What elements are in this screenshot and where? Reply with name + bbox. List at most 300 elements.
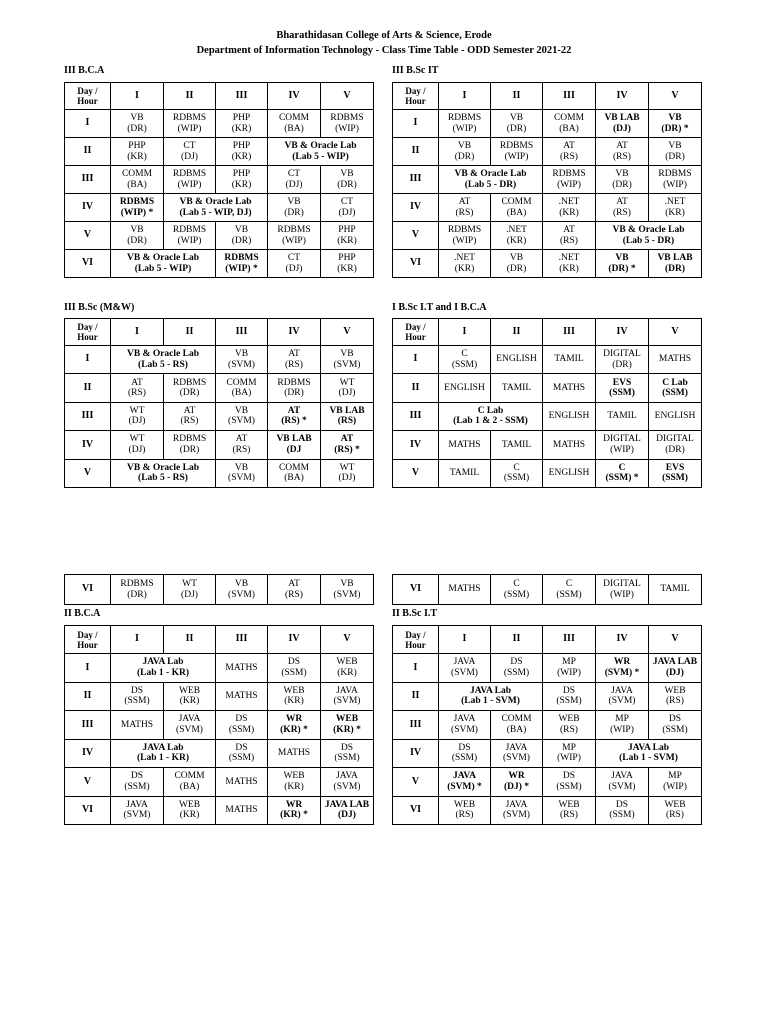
subject-cell	[321, 431, 374, 459]
cell-line-detail: (KR)	[179, 810, 200, 821]
subject-cell	[596, 166, 649, 194]
cell-line-subject: WEB	[178, 799, 201, 810]
cell-line-subject: WEB	[558, 799, 580, 810]
cell-line-subject: JAVA	[336, 771, 358, 782]
cell-line-detail: (KR) *	[280, 724, 308, 735]
cell-line-detail: (BA)	[231, 388, 252, 399]
day-cell: II	[65, 138, 111, 166]
day-cell: IV	[393, 739, 439, 768]
table-row	[393, 682, 702, 711]
cell-line-subject: COMM	[278, 462, 310, 473]
cell-line-subject: Day /	[77, 629, 98, 640]
cell-line-subject: RDBMS	[447, 113, 482, 123]
cell-line-detail: (WIP)	[610, 589, 634, 600]
subject-cell	[268, 402, 321, 430]
subject-cell	[491, 796, 543, 825]
subject-cell	[216, 110, 268, 138]
cell-line-detail: (RS)	[180, 416, 199, 427]
subject-cell	[543, 222, 596, 250]
cell-line-subject: .NET	[558, 197, 580, 207]
subject-cell	[439, 431, 491, 459]
cell-line-subject: IV	[616, 89, 628, 101]
cell-line-detail: (SSM)	[334, 753, 360, 764]
cell-line-subject: WEB	[664, 685, 686, 696]
cell-line-subject: JAVA	[611, 771, 633, 782]
cell-line-detail: (DJ)	[285, 263, 303, 274]
cell-line-subject: .NET	[664, 197, 686, 207]
cell-line-detail: (BA)	[506, 724, 527, 735]
subject-cell	[216, 374, 268, 402]
class-label: I B.Sc I.T and I B.C.A	[392, 302, 487, 313]
subject-cell	[164, 138, 216, 166]
table-row	[65, 575, 374, 605]
cell-line-subject: JAVA Lab	[469, 685, 512, 696]
subject-cell	[491, 374, 543, 402]
subject-cell	[164, 768, 216, 797]
subject-cell	[491, 711, 543, 740]
timetable	[392, 318, 702, 488]
subject-cell	[491, 739, 543, 768]
cell-line-subject: DS	[130, 685, 144, 696]
subject-cell	[321, 222, 374, 250]
cell-line-subject: RDBMS	[499, 141, 534, 151]
table-row	[65, 250, 374, 278]
subject-cell	[649, 654, 702, 683]
subject-cell	[596, 682, 649, 711]
day-cell: VI	[65, 796, 111, 825]
cell-line-detail: Hour	[77, 639, 98, 650]
subject-cell	[649, 374, 702, 402]
cell-line-detail: (RS)	[455, 207, 474, 218]
cell-line-detail: (DR)	[454, 151, 475, 162]
college-title: Bharathidasan College of Arts & Science, Erode	[276, 30, 492, 41]
cell-line-subject: I	[135, 325, 139, 337]
subject-cell	[596, 110, 649, 138]
cell-line-detail: (WIP)	[177, 123, 202, 134]
cell-line-detail: (DR)	[337, 179, 357, 190]
cell-line-subject: IV	[616, 325, 628, 337]
class-label: III B.C.A	[64, 65, 105, 76]
subject-cell	[439, 768, 491, 797]
cell-line-detail: (SSM)	[556, 781, 582, 792]
subject-cell	[164, 575, 216, 605]
subject-cell	[164, 110, 216, 138]
subject-cell	[439, 250, 491, 278]
cell-line-subject: JAVA	[505, 742, 528, 753]
table-row	[65, 682, 374, 711]
subject-cell	[491, 138, 543, 166]
cell-line-subject: AT	[288, 579, 300, 589]
day-cell: V	[393, 222, 439, 250]
hour-header	[216, 83, 268, 110]
class-label: III B.Sc (M&W)	[64, 302, 135, 313]
cell-line-detail: (BA)	[127, 179, 147, 190]
day-cell: V	[65, 459, 111, 487]
day-hour-header	[65, 626, 111, 654]
day-cell: I	[393, 110, 439, 138]
cell-line-detail: (RS)	[613, 207, 631, 218]
cell-line-detail: (WIP)	[177, 179, 202, 190]
cell-line-subject: DS	[235, 714, 248, 725]
cell-line-subject: TAMIL	[501, 382, 532, 393]
subject-cell	[596, 250, 649, 278]
subject-cell	[268, 431, 321, 459]
cell-line-detail: (DR)	[127, 235, 147, 246]
subject-cell	[321, 402, 374, 430]
cell-line-detail: (DJ)	[613, 123, 631, 134]
table-row	[65, 739, 374, 768]
cell-line-subject: IV	[288, 325, 300, 337]
cell-line-subject: Day /	[77, 86, 98, 96]
day-cell: II	[393, 374, 439, 402]
subject-cell	[491, 222, 543, 250]
cell-line-subject: AT	[235, 434, 248, 445]
lab-cell	[111, 654, 216, 683]
cell-line-subject: JAVA	[505, 799, 528, 810]
cell-line-detail: (Lab 1 & 2 - SSM)	[453, 416, 528, 427]
cell-line-subject: IV	[288, 633, 300, 645]
subject-cell	[543, 194, 596, 222]
cell-line-subject: VB	[340, 579, 354, 589]
lab-cell	[439, 402, 543, 430]
cell-line-detail: (WIP) *	[225, 263, 258, 274]
cell-line-subject: VB & Oracle Lab	[126, 349, 200, 360]
day-cell: IV	[393, 431, 439, 459]
cell-line-detail: (BA)	[284, 123, 304, 134]
cell-line-subject: AT	[288, 349, 300, 360]
cell-line-subject: DIGITAL	[603, 579, 641, 589]
subject-cell	[649, 575, 702, 605]
cell-line-subject: AT	[183, 405, 196, 416]
subject-cell	[321, 194, 374, 222]
cell-line-detail: (DR)	[612, 179, 632, 190]
table-row	[393, 250, 702, 278]
cell-line-subject: DIGITAL	[656, 434, 694, 445]
cell-line-subject: WT	[339, 462, 355, 473]
cell-line-subject: WEB	[283, 771, 305, 782]
cell-line-detail: (DJ) *	[503, 781, 530, 792]
subject-cell	[439, 459, 491, 487]
cell-line-detail: (SVM)	[503, 753, 530, 764]
subject-cell	[321, 739, 374, 768]
lab-cell	[111, 459, 216, 487]
subject-cell	[268, 796, 321, 825]
cell-line-detail: (SSM)	[124, 696, 150, 707]
cell-line-subject: I	[135, 89, 139, 101]
cell-line-detail: (RS) *	[281, 416, 307, 427]
cell-line-subject: C	[618, 462, 626, 473]
cell-line-subject: JAVA LAB	[652, 657, 698, 668]
subject-cell	[321, 250, 374, 278]
cell-line-detail: (WIP)	[557, 753, 581, 764]
cell-line-detail: (SVM)	[333, 359, 361, 370]
cell-line-detail: (KR)	[337, 667, 357, 678]
subject-cell	[321, 346, 374, 374]
subject-cell	[596, 768, 649, 797]
subject-cell	[649, 402, 702, 430]
cell-line-subject: VB & Oracle Lab	[612, 225, 685, 235]
cell-line-detail: (Lab 1 - KR)	[137, 753, 189, 764]
cell-line-detail: (WIP)	[282, 235, 306, 246]
cell-line-subject: RDBMS	[224, 253, 259, 263]
hour-header	[111, 83, 164, 110]
subject-cell	[164, 222, 216, 250]
cell-line-subject: DS	[287, 657, 301, 668]
lab-cell	[164, 194, 268, 222]
day-cell: IV	[393, 194, 439, 222]
cell-line-detail: (RS)	[285, 589, 303, 600]
cell-line-subject: RDBMS	[119, 197, 155, 207]
cell-line-subject: VB	[340, 169, 354, 179]
timetable	[64, 574, 374, 605]
table-row	[65, 768, 374, 797]
cell-line-subject: WEB	[335, 714, 359, 725]
cell-line-detail: (DJ)	[285, 179, 303, 190]
cell-line-subject: WEB	[664, 799, 686, 810]
cell-line-detail: (SVM) *	[447, 781, 482, 792]
cell-line-subject: VB	[234, 225, 249, 235]
cell-line-detail: (KR)	[284, 696, 304, 707]
cell-line-subject: RDBMS	[447, 225, 482, 235]
subject-cell	[439, 739, 491, 768]
hour-header	[268, 319, 321, 346]
cell-line-subject: VB LAB	[276, 434, 312, 445]
day-cell: V	[393, 459, 439, 487]
cell-line-detail: (RS)	[128, 388, 146, 399]
cell-line-subject: JAVA LAB	[324, 799, 370, 810]
subject-cell	[596, 346, 649, 374]
subject-cell	[111, 166, 164, 194]
day-cell: VI	[393, 250, 439, 278]
cell-line-detail: (DJ)	[128, 444, 146, 455]
subject-cell	[164, 682, 216, 711]
table-row	[393, 796, 702, 825]
cell-line-subject: III	[235, 633, 248, 645]
hour-header	[596, 319, 649, 346]
header-row	[393, 319, 702, 346]
cell-line-detail: (SVM)	[228, 359, 255, 370]
cell-line-subject: RDBMS	[277, 377, 311, 388]
table-row	[393, 402, 702, 430]
cell-line-detail: (Lab 1 - SVM)	[461, 696, 520, 707]
cell-line-subject: WEB	[558, 714, 580, 725]
cell-line-detail: Hour	[77, 96, 98, 106]
cell-line-detail: (RS)	[455, 810, 474, 821]
subject-cell	[216, 459, 268, 487]
cell-line-subject: IV	[288, 89, 300, 101]
cell-line-subject: COMM	[226, 377, 257, 388]
subject-cell	[543, 402, 596, 430]
timetable-subtitle: Department of Information Technology - Class Time Table - ODD Semester 2021-22	[196, 45, 572, 56]
subject-cell	[543, 575, 596, 605]
subject-cell	[649, 682, 702, 711]
subject-cell	[216, 222, 268, 250]
subject-cell	[268, 250, 321, 278]
cell-line-detail: (RS) *	[334, 444, 360, 455]
cell-line-subject: JAVA	[126, 799, 148, 810]
cell-line-subject: VB	[234, 349, 249, 360]
subject-cell	[439, 654, 491, 683]
table-row	[393, 739, 702, 768]
cell-line-subject: I	[462, 89, 467, 101]
cell-line-detail: (SSM)	[556, 589, 582, 600]
cell-line-detail: (RS)	[560, 151, 578, 162]
cell-line-subject: WT	[129, 434, 145, 445]
class-label: II B.Sc I.T	[392, 608, 438, 619]
subject-cell	[111, 575, 164, 605]
cell-line-detail: (WIP)	[610, 444, 634, 455]
cell-line-subject: JAVA Lab	[627, 742, 670, 753]
day-cell: II	[393, 138, 439, 166]
cell-line-subject: PHP	[232, 169, 251, 179]
subject-cell	[268, 739, 321, 768]
cell-line-subject: VB LAB	[329, 405, 365, 416]
subject-cell	[216, 711, 268, 740]
cell-line-subject: MP	[615, 714, 629, 725]
table-row	[393, 194, 702, 222]
cell-line-detail: (SVM)	[608, 781, 636, 792]
cell-line-subject: DS	[562, 771, 576, 782]
day-cell: IV	[65, 739, 111, 768]
cell-line-subject: RDBMS	[172, 169, 207, 179]
subject-cell	[439, 711, 491, 740]
subject-cell	[491, 575, 543, 605]
cell-line-subject: RDBMS	[330, 113, 364, 123]
subject-cell	[543, 166, 596, 194]
cell-line-subject: VB	[340, 349, 354, 360]
cell-line-detail: (DR)	[665, 151, 685, 162]
cell-line-detail: Hour	[77, 332, 98, 342]
cell-line-subject: DS	[668, 714, 682, 725]
table-row	[65, 374, 374, 402]
subject-cell	[491, 654, 543, 683]
subject-cell	[111, 711, 164, 740]
cell-line-subject: JAVA	[453, 771, 476, 782]
cell-line-subject: WR	[508, 771, 525, 782]
cell-line-detail: (RS)	[560, 235, 578, 246]
hour-header	[439, 626, 491, 654]
cell-line-subject: WEB	[283, 685, 305, 696]
cell-line-detail: (DJ)	[666, 667, 684, 678]
subject-cell	[321, 654, 374, 683]
cell-line-subject: MATHS	[658, 354, 692, 365]
subject-cell	[543, 682, 596, 711]
cell-line-detail: Hour	[405, 96, 426, 106]
day-cell: V	[65, 768, 111, 797]
cell-line-detail: (SSM)	[609, 810, 635, 821]
subject-cell	[216, 138, 268, 166]
hour-header	[216, 626, 268, 654]
cell-line-subject: COMM	[501, 714, 532, 725]
cell-line-detail: (KR)	[454, 263, 475, 274]
subject-cell	[268, 711, 321, 740]
cell-line-detail: (DR)	[664, 263, 686, 274]
subject-cell	[649, 768, 702, 797]
cell-line-detail: (BA)	[179, 781, 200, 792]
cell-line-detail: (SSM)	[451, 753, 478, 764]
cell-line-subject: WT	[129, 405, 145, 416]
cell-line-detail: (SSM)	[503, 667, 530, 678]
cell-line-detail: (KR)	[559, 263, 579, 274]
subject-cell	[164, 796, 216, 825]
hour-header	[268, 83, 321, 110]
cell-line-subject: JAVA	[611, 685, 633, 696]
subject-cell	[543, 796, 596, 825]
cell-line-subject: MATHS	[277, 748, 311, 758]
cell-line-detail: (KR)	[665, 207, 685, 218]
subject-cell	[321, 166, 374, 194]
cell-line-subject: CT	[287, 253, 301, 263]
cell-line-detail: (SSM)	[451, 359, 478, 370]
day-cell: V	[393, 768, 439, 797]
subject-cell	[216, 796, 268, 825]
cell-line-detail: (RS)	[666, 696, 684, 707]
cell-line-subject: TAMIL	[554, 354, 584, 365]
subject-cell	[491, 431, 543, 459]
cell-line-subject: AT	[616, 141, 628, 151]
subject-cell	[268, 222, 321, 250]
cell-line-subject: CT	[287, 169, 301, 179]
hour-header	[543, 83, 596, 110]
cell-line-subject: JAVA	[178, 714, 201, 725]
cell-line-subject: III	[235, 89, 248, 101]
subject-cell	[439, 110, 491, 138]
cell-line-subject: DIGITAL	[603, 434, 641, 445]
cell-line-detail: (WIP)	[557, 667, 581, 678]
subject-cell	[111, 796, 164, 825]
subject-cell	[321, 682, 374, 711]
timetable	[64, 625, 374, 825]
cell-line-subject: V	[343, 633, 351, 645]
cell-line-subject: .NET	[558, 253, 580, 263]
cell-line-detail: (DJ)	[338, 388, 356, 399]
subject-cell	[268, 166, 321, 194]
cell-line-subject: RDBMS	[120, 579, 154, 589]
cell-line-detail: (RS)	[337, 416, 357, 427]
cell-line-subject: VB	[130, 113, 144, 123]
cell-line-subject: ENGLISH	[654, 411, 696, 422]
hour-header	[596, 83, 649, 110]
day-cell: III	[65, 166, 111, 194]
subject-cell	[216, 166, 268, 194]
table-row	[65, 194, 374, 222]
cell-line-subject: JAVA Lab	[142, 657, 184, 668]
subject-cell	[491, 768, 543, 797]
cell-line-subject: WEB	[178, 685, 201, 696]
cell-line-detail: (SVM)	[451, 724, 478, 735]
day-cell: III	[65, 711, 111, 740]
cell-line-detail: (KR) *	[333, 724, 361, 735]
subject-cell	[321, 796, 374, 825]
cell-line-subject: VB	[668, 141, 682, 151]
cell-line-detail: (DJ)	[181, 151, 198, 162]
cell-line-detail: (WIP)	[177, 235, 202, 246]
subject-cell	[649, 194, 702, 222]
subject-cell	[491, 346, 543, 374]
cell-line-detail: (WIP) *	[120, 207, 154, 218]
cell-line-subject: C	[513, 462, 520, 473]
cell-line-subject: .NET	[454, 253, 475, 263]
subject-cell	[111, 374, 164, 402]
cell-line-subject: DIGITAL	[603, 349, 641, 360]
cell-line-detail: (DR)	[506, 263, 527, 274]
subject-cell	[439, 346, 491, 374]
table-row	[393, 346, 702, 374]
cell-line-subject: III	[235, 325, 248, 337]
subject-cell	[216, 402, 268, 430]
timetable	[64, 318, 374, 488]
subject-cell	[649, 796, 702, 825]
